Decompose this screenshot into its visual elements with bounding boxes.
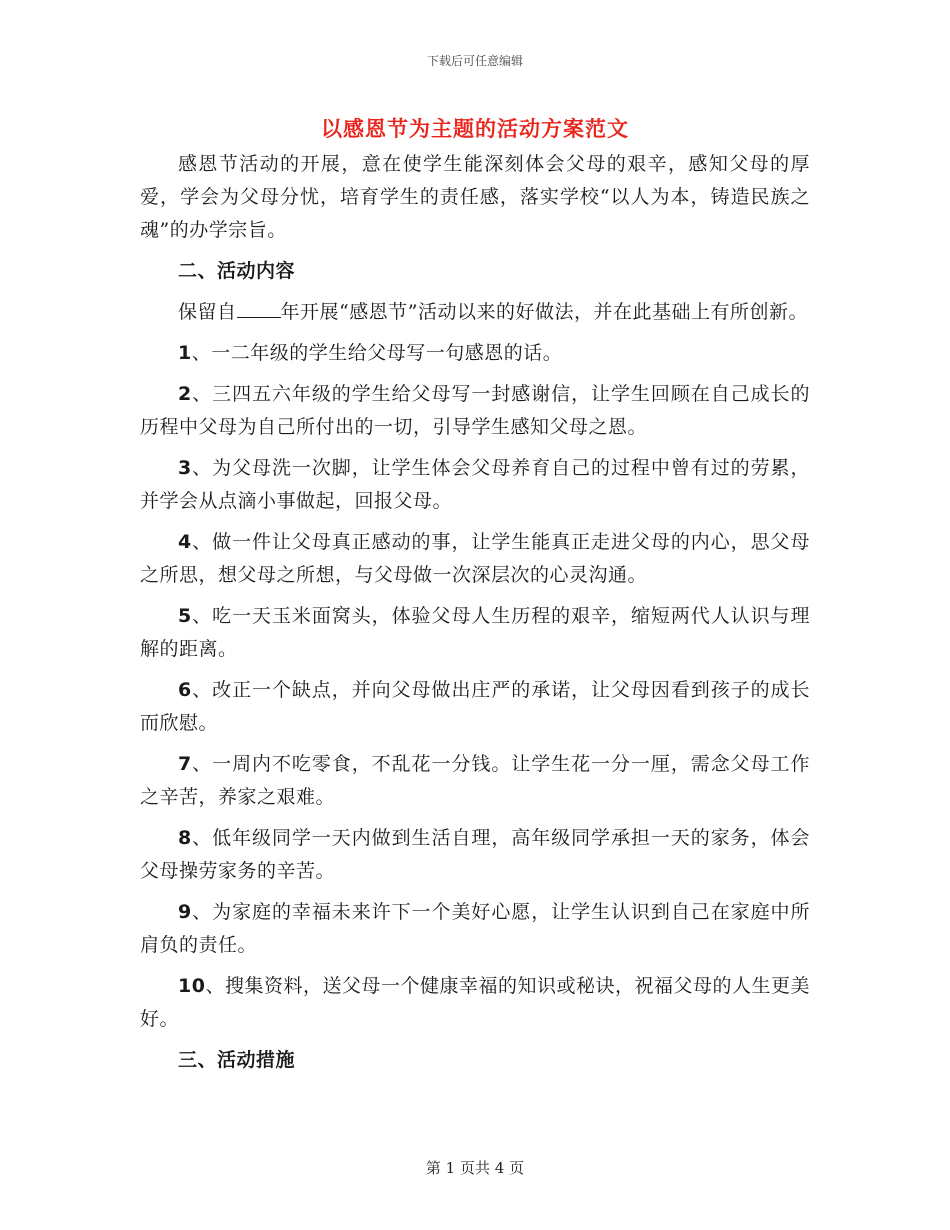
list-item-text: 、为家庭的幸福未来许下一个美好心愿，让学生认识到自己在家庭中所肩负的责任。 (140, 901, 810, 956)
list-item-text: 、吃一天玉米面窝头，体验父母人生历程的艰辛，缩短两代人认识与理解的距离。 (140, 605, 810, 660)
page-header-note: 下载后可任意编辑 (426, 54, 523, 68)
list-item (140, 970, 810, 1036)
list-item-number: 4 (178, 531, 192, 553)
list-item-number: 7 (178, 753, 192, 775)
list-item (140, 748, 810, 814)
document-title: 以感恩节为主题的活动方案范文 (321, 116, 629, 141)
blank-fill-line (237, 301, 281, 318)
list-item-number: 10 (178, 975, 206, 997)
list-item-text: 、一周内不吃零食，不乱花一分钱。让学生花一分一厘，需念父母工作之辛苦，养家之艰难。 (140, 753, 810, 808)
list-item-text: 、三四五六年级的学生给父母写一封感谢信，让学生回顾在自己成长的历程中父母为自己所付出的一切，引导学生感知父母之恩。 (140, 383, 810, 438)
list-item-number: 9 (178, 901, 192, 923)
list-item-text: 、改正一个缺点，并向父母做出庄严的承诺，让父母因看到孩子的成长而欣慰。 (140, 679, 810, 734)
list-item-text: 、搜集资料，送父母一个健康幸福的知识或秘诀，祝福父母的人生更美好。 (140, 975, 810, 1030)
list-item-number: 6 (178, 679, 192, 701)
page-number-footer: 第 1 页共 4 页 (425, 1159, 525, 1177)
list-item-text: 、低年级同学一天内做到生活自理，高年级同学承担一天的家务，体会父母操劳家务的辛苦。 (140, 827, 810, 882)
list-item (140, 452, 810, 518)
intro-paragraph: 感恩节活动的开展，意在使学生能深刻体会父母的艰辛，感知父母的厚爱，学会为父母分忧，培育学生的责任感，落实学校“以人为本，铸造民族之魂”的办学宗旨。 (140, 153, 810, 241)
list-item (140, 822, 810, 888)
list-item (140, 600, 810, 666)
list-item (140, 674, 810, 740)
list-item-text: 、做一件让父母真正感动的事，让学生能真正走进父母的内心，思父母之所思，想父母之所想，与父母做一次深层次的心灵沟通。 (140, 531, 810, 586)
list-item (140, 337, 810, 370)
list-item-text: 、为父母洗一次脚，让学生体会父母养育自己的过程中曾有过的劳累，并学会从点滴小事做起，回报父母。 (140, 457, 810, 512)
list-item (140, 378, 810, 444)
section-intro-before: 保留自 (178, 301, 237, 323)
list-item-number: 3 (178, 457, 192, 479)
list-item (140, 526, 810, 592)
list-item (140, 896, 810, 962)
section-heading-activity-content: 二、活动内容 (178, 260, 296, 282)
list-item-number: 5 (178, 605, 192, 627)
section-intro-paragraph (140, 296, 810, 329)
section-intro-after: 年开展“感恩节”活动以来的好做法，并在此基础上有所创新。 (280, 301, 808, 323)
list-item-number: 8 (178, 827, 192, 849)
document-body (140, 148, 810, 1085)
section-heading-activity-measures: 三、活动措施 (178, 1049, 296, 1071)
list-item-number: 1 (178, 342, 192, 364)
list-item-text: 、一二年级的学生给父母写一句感恩的话。 (191, 342, 563, 364)
list-item-number: 2 (178, 383, 192, 405)
